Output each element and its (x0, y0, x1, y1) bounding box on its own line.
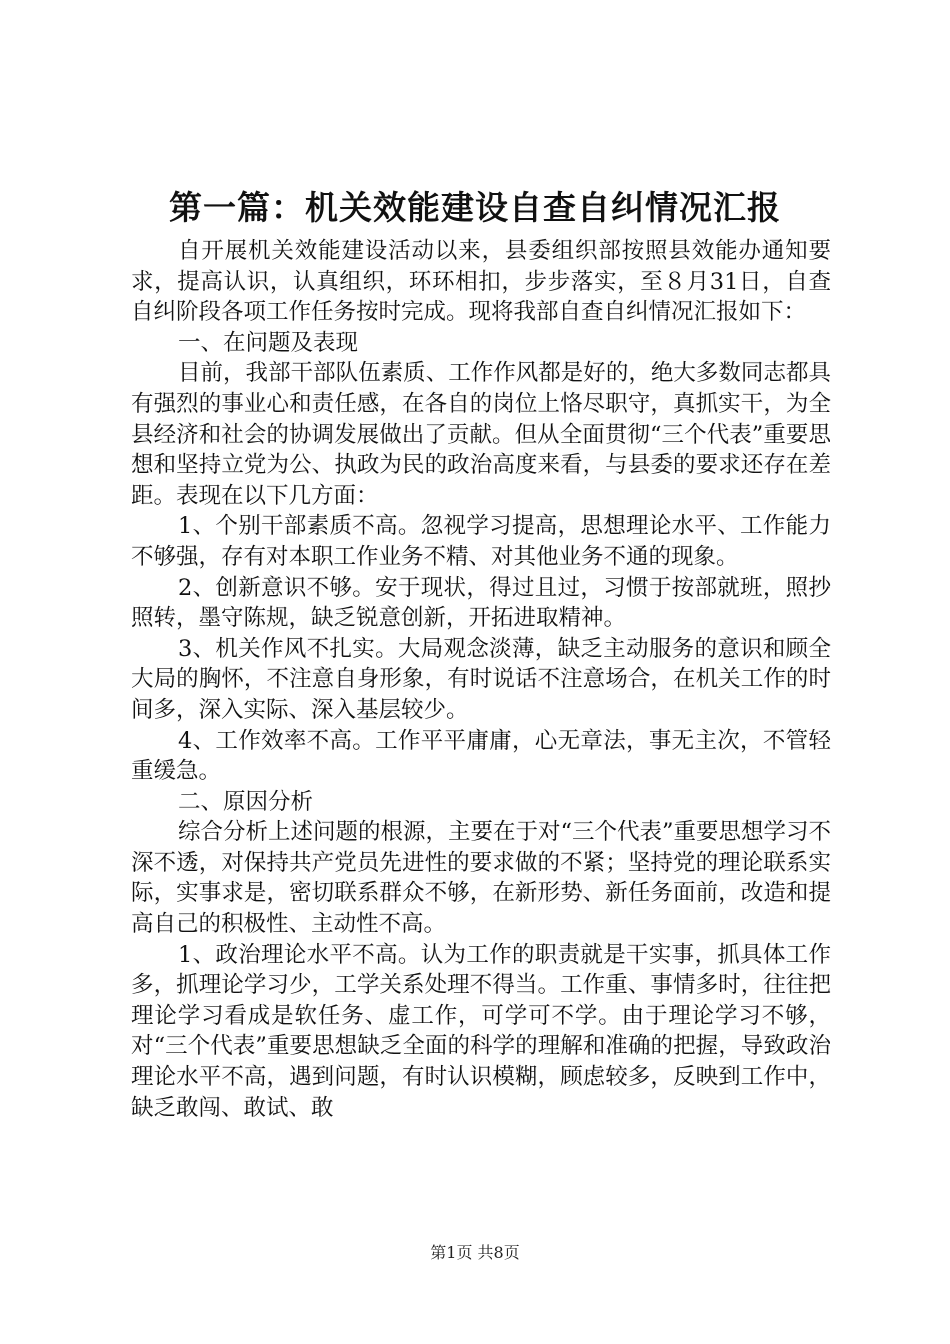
problem-item-4: 4、工作效率不高。工作平平庸庸，心无章法，事无主次，不管轻重缓急。 (131, 727, 831, 785)
problem-item-2: 2、创新意识不够。安于现状，得过且过，习惯于按部就班，照抄照转，墨守陈规，缺乏锐意创新，开拓进取精神。 (131, 574, 831, 632)
problem-item-1: 1、个别干部素质不高。忽视学习提高，思想理论水平、工作能力不够强，存有对本职工作业务不精、对其他业务不通的现象。 (131, 513, 831, 570)
document-body (131, 236, 831, 1123)
problem-item-3: 3、机关作风不扎实。大局观念淡薄，缺乏主动服务的意识和顾全大局的胸怀，不注意自身形象，有时说话不注意场合，在机关工作的时间多，深入实际、深入基层较少。 (131, 635, 831, 723)
intro-paragraph: 自开展机关效能建设活动以来，县委组织部按照县效能办通知要求，提高认识，认真组织，环环相扣，步步落实，至８月31日，自查自纠阶段各项工作任务按时完成。现将我部自查自纠情况汇报如下： (131, 238, 831, 326)
document-title: 第一篇：机关效能建设自查自纠情况汇报 (169, 188, 781, 227)
problems-overview-paragraph: 目前，我部干部队伍素质、工作作风都是好的，绝大多数同志都具有强烈的事业心和责任感，在各自的岗位上恪尽职守，真抓实干，为全县经济和社会的协调发展做出了贡献。但从全面贯彻“三个代表”重要思想和坚持立党为公、执政为民的政治高度来看，与县委的要求还存在差距。表现在以下几方面： (131, 360, 831, 509)
section-heading-problems: 一、在问题及表现 (178, 329, 359, 356)
causes-overview-paragraph: 综合分析上述问题的根源，主要在于对“三个代表”重要思想学习不深不透，对保持共产党员先进性的要求做的不紧；坚持党的理论联系实际，实事求是，密切联系群众不够，在新形势、新任务面前，改造和提高自己的积极性、主动性不高。 (131, 819, 832, 938)
cause-item-1: 1、政治理论水平不高。认为工作的职责就是干实事，抓具体工作多，抓理论学习少，工学关系处理不得当。工作重、事情多时，往往把理论学习看成是软任务、虚工作，可学可不学。由于理论学习不够，对“三个代表”重要思想缺乏全面的科学的理解和准确的把握，导致政治理论水平不高，遇到问题，有时认识模糊，顾虑较多，反映到工作中，缺乏敢闯、敢试、敢 (131, 941, 831, 1121)
page-footer: 第1页 共8页 (430, 1243, 520, 1262)
section-heading-causes: 二、原因分析 (178, 788, 314, 815)
